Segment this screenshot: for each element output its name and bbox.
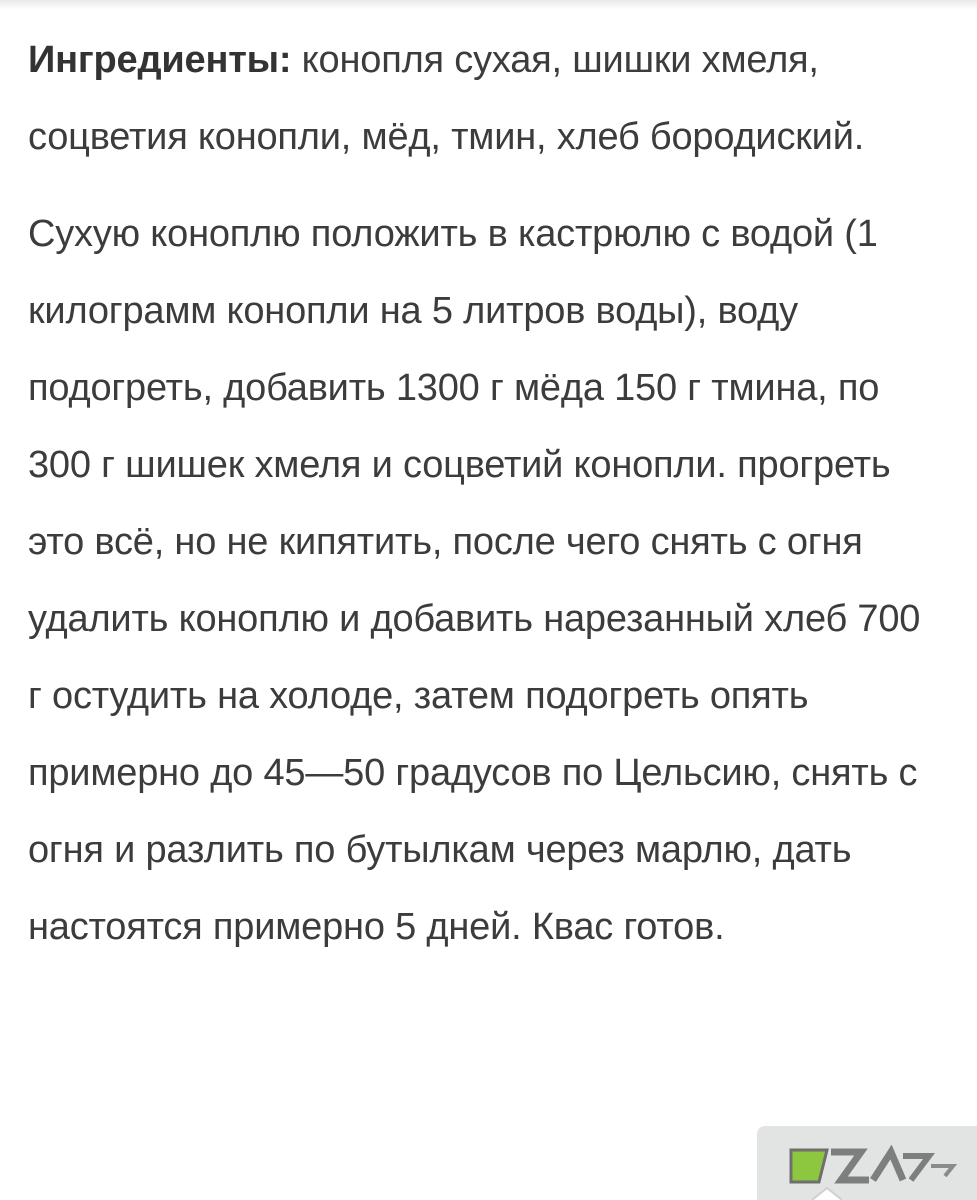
top-shadow [0, 0, 977, 10]
logo-icon [757, 1126, 977, 1200]
ingredients-label: Ингредиенты: [28, 39, 292, 81]
instructions-paragraph: Сухую коноплю положить в кастрюлю с водой (1 килограмм конопли на 5 литров воды), воду подогреть, добавить 1300 г мёда 150 г тмина, по 300 г шишек хмеля и соцветий конопли. прогреть это всё, но не кипятить, после чего снять с огня удалить коноплю и добавить нарезанный хлеб 700 г остудить на холоде, затем подогреть опять примерно до 45—50 градусов по Цельсию, снять с огня и разлить по бутылкам через марлю, дать настоятся примерно 5 дней. Квас готов. [28, 213, 921, 948]
ingredients-text: конопля сухая, шишки хмеля, соцветия конопли, мёд, тмин, хлеб бородиский. [28, 39, 865, 158]
ingredients-paragraph [28, 22, 933, 176]
site-logo-watermark [757, 1126, 977, 1200]
recipe-article [28, 22, 933, 966]
